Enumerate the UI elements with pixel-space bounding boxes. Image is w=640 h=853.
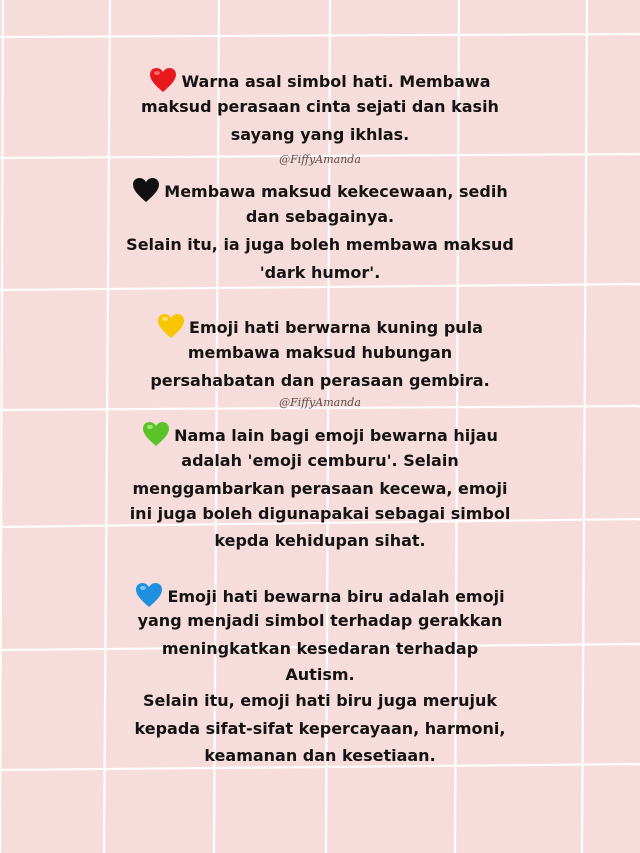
section-black-line-1 — [120, 177, 520, 203]
section-yellow-line-1 — [120, 313, 520, 339]
section-black-line-3: Selain itu, ia juga boleh membawa maksud — [126, 235, 514, 254]
section-yellow-line-3: persahabatan dan perasaan gembira. — [150, 371, 490, 390]
section-text: Nama lain bagi emoji bewarna hijau — [174, 426, 498, 445]
section-text: Membawa maksud kekecewaan, sedih — [164, 182, 508, 201]
section-blue-line-1 — [120, 582, 520, 608]
section-green-line-4: ini juga boleh digunapakai sebagai simbol — [129, 504, 511, 523]
watermark-1: @FiffyAmanda — [279, 153, 361, 166]
section-red-line-3: sayang yang ikhlas. — [230, 125, 410, 144]
section-red-line-1 — [120, 67, 520, 93]
section-black-line-4: 'dark humor'. — [259, 263, 381, 282]
section-blue-line-6: kepada sifat-sifat kepercayaan, harmoni, — [134, 719, 506, 738]
section-blue-line-5: Selain itu, emoji hati biru juga merujuk — [142, 691, 498, 710]
section-blue-line-2: yang menjadi simbol terhadap gerakkan — [137, 611, 503, 630]
section-blue-line-4: Autism. — [285, 665, 355, 684]
section-blue-line-7: keamanan dan kesetiaan. — [204, 746, 436, 765]
section-green-line-5: kepda kehidupan sihat. — [214, 531, 426, 550]
section-text: Warna asal simbol hati. Membawa — [181, 72, 491, 91]
section-red-line-2: maksud perasaan cinta sejati dan kasih — [141, 97, 499, 116]
section-green-line-3: menggambarkan perasaan kecewa, emoji — [132, 479, 508, 498]
watermark-2: @FiffyAmanda — [279, 396, 361, 409]
section-black-line-2: dan sebagainya. — [245, 207, 395, 226]
red-heart-icon — [149, 67, 177, 93]
section-text: Emoji hati berwarna kuning pula — [189, 318, 483, 337]
green-heart-icon — [142, 421, 170, 447]
section-green-line-1 — [120, 421, 520, 447]
section-blue-line-3: meningkatkan kesedaran terhadap — [161, 639, 479, 658]
blue-heart-icon — [135, 582, 163, 608]
yellow-heart-icon — [157, 313, 185, 339]
section-text: Emoji hati bewarna biru adalah emoji — [167, 587, 505, 606]
section-green-line-2: adalah 'emoji cemburu'. Selain — [181, 451, 459, 470]
section-yellow-line-2: membawa maksud hubungan — [187, 343, 453, 362]
black-heart-icon — [132, 177, 160, 203]
